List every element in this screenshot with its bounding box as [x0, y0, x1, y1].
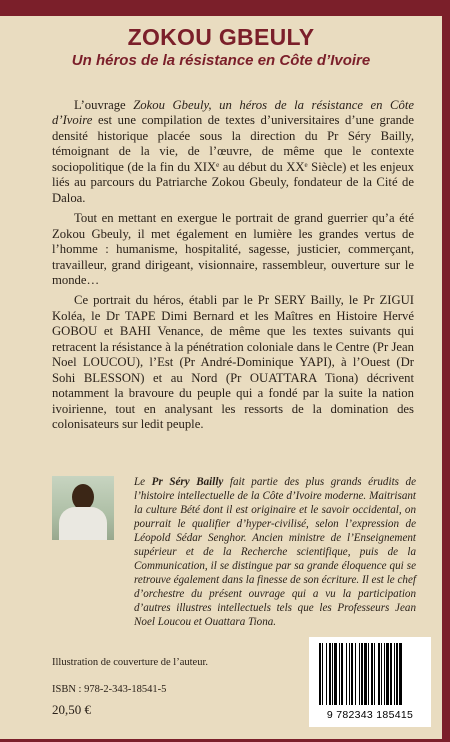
barcode-bars	[315, 643, 425, 707]
barcode-bar	[339, 643, 340, 705]
barcode-bar	[381, 643, 382, 705]
barcode-bar	[378, 643, 380, 705]
barcode-bar	[374, 643, 375, 705]
book-title: ZOKOU GBEULY	[127, 24, 315, 50]
barcode-bar	[332, 643, 333, 705]
barcode-bar	[346, 643, 347, 705]
barcode-bar	[355, 643, 356, 705]
barcode-bar	[341, 643, 343, 705]
cover-credit: Illustration de couverture de l’auteur.	[52, 657, 208, 668]
price-text: 20,50 €	[52, 702, 91, 717]
barcode-bar	[399, 643, 402, 705]
right-accent-bar	[442, 0, 450, 742]
book-title-inline: Zokou Gbeuly, un héros de la résistance en Côte d’Ivoire	[52, 98, 414, 128]
barcode-bar	[396, 643, 398, 705]
barcode-bar	[364, 643, 367, 705]
author-photo	[52, 476, 114, 540]
barcode-digits: 9 782343 185415	[326, 709, 414, 721]
top-accent-bar	[0, 0, 450, 16]
barcode-bar	[390, 643, 392, 705]
barcode-bar	[351, 643, 353, 705]
barcode-bar	[371, 643, 373, 705]
blurb-paragraph-1: L’ouvrage Zokou Gbeuly, un héros de la résistance en Côte d’Ivoire est une compilation de textes d’universitaires d’une grande densité historique placée sous la direction du Pr Séry Bailly, témoignant de la vie, de l’œuvre, de même que le contexte sociopolitique (de la fin du XIXe au début du XXe Siècle) et les enjeux liés au parcours du Patriarche Zokou Gbeuly, fondateur de la Cité de Daloa.	[52, 98, 415, 205]
barcode-bar	[334, 643, 337, 705]
barcode-bar	[394, 643, 395, 705]
barcode-bar	[322, 643, 323, 705]
author-bio: Le Pr Séry Bailly fait partie des plus grands érudits de l’histoire intellectuelle de la Côte d’Ivoire moderne. Maitrisant la culture Bété dont il est originaire et le savoir occidental, on pourrait le qualifier d’hyper-civilisé, selon l’expression de Léopold Sédar Senghor. Ancien ministre de l’Enseignement supérieur et de la Recherche scientifique, puis de la Communication, il se distingue par sa grande éloquence qui se retrouve également dans la finesse de son écriture. Il est le chef d’orchestre du présent ouvrage qui a vu la participation d’autres illustres intellectuels tels que les Professeurs Jean Noel Loucou et Ouattara Tiona.	[134, 476, 417, 629]
barcode-bar	[359, 643, 360, 705]
barcode-bar	[386, 643, 389, 705]
blurb-paragraph-3: Ce portrait du héros, établi par le Pr SERY Bailly, le Pr ZIGUI Koléa, le Dr TAPE Dimi Bernard et les Maîtres en Histoire Hervé GOBOU et BAHI Venance, de même que les textes suivants qui retracent la résistance à la pénétration coloniale dans le Centre (Pr Jean Noel LOUCOU), l’Est (Pr André-Dominique YAPI), à l’Ouest (Dr Sohi BLESSON) et au Nord (Pr OUATTARA Tiona) décrivent notamment la bravoure du peuple qui a fondé par la suite la nation ivoirienne, tout en analysant les ressorts de la domination des colonisateurs sur ledit peuple.	[52, 293, 414, 432]
barcode-bar	[326, 643, 327, 705]
barcode-bar	[329, 643, 331, 705]
isbn-text: ISBN : 978-2-343-18541-5	[52, 684, 167, 695]
back-cover-blurb	[52, 98, 414, 438]
barcode-bar	[319, 643, 321, 705]
barcode-bar	[368, 643, 369, 705]
author-photo-shirt	[59, 507, 107, 540]
barcode-bar	[361, 643, 363, 705]
book-subtitle: Un héros de la résistance en Côte d’Ivoire	[71, 52, 371, 69]
author-name: Pr Séry Bailly	[151, 476, 224, 488]
blurb-paragraph-2: Tout en mettant en exergue le portrait de grand guerrier qu’a été Zokou Gbeuly, il met également en lumière les grandes vertus de l’homme : humanisme, hospitalité, sagesse, justicier, commerçant, travailleur, grand dirigeant, visionnaire, rassembleur, ouverture sur le monde…	[52, 211, 414, 287]
barcode-bar	[349, 643, 350, 705]
barcode	[309, 637, 431, 727]
barcode-bar	[384, 643, 385, 705]
